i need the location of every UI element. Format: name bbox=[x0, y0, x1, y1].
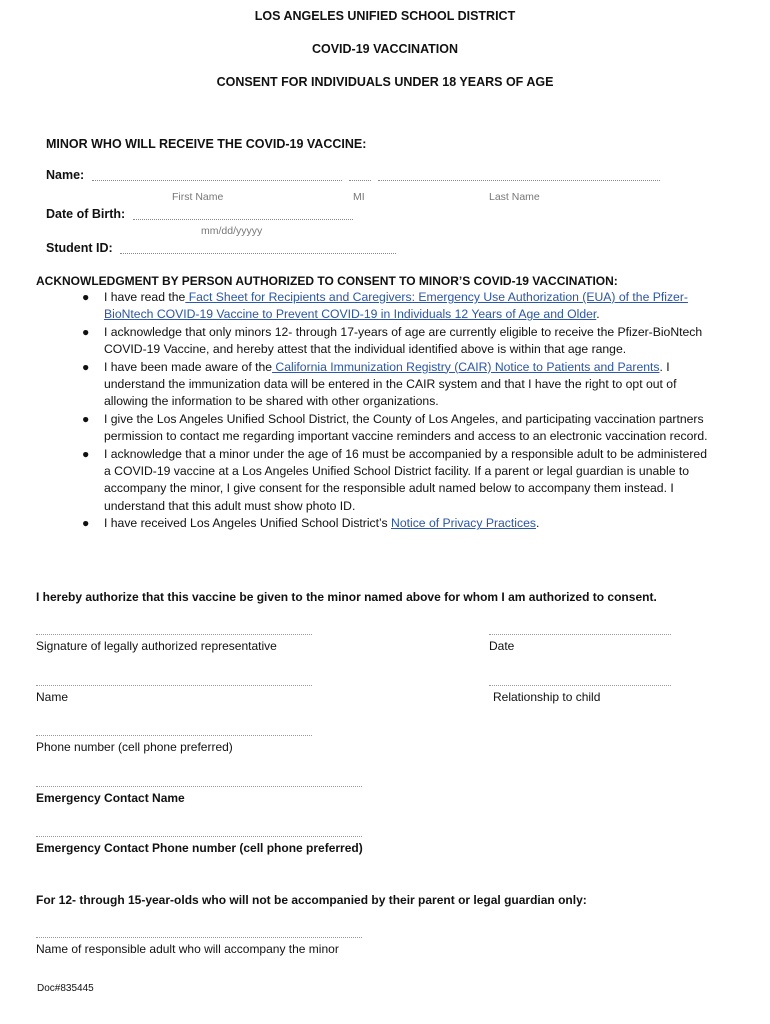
name-label: Name: bbox=[46, 168, 85, 182]
doc-number: Doc#835445 bbox=[37, 983, 94, 994]
date-label: Date bbox=[489, 639, 515, 653]
phone-label: Phone number (cell phone preferred) bbox=[36, 740, 233, 754]
representative-name-label: Name bbox=[36, 690, 69, 704]
ack-item-punct: . bbox=[535, 516, 540, 531]
minor-section-title: MINOR WHO WILL RECEIVE THE COVID-19 VACCINE: bbox=[46, 137, 367, 151]
ack-item-fact-sheet bbox=[82, 289, 714, 324]
ack-title: ACKNOWLEDGMENT BY PERSON AUTHORIZED TO CONSENT TO MINOR’S COVID-19 VACCINATION: bbox=[36, 274, 618, 288]
ack-item-text: I acknowledge that only minors 12- through 17-years of age are currently eligible to receive the Pfizer-BioNtech COVID-19 Vaccine, and hereby attest that the individual identified above is within that age range. bbox=[104, 324, 703, 357]
last-name-field[interactable] bbox=[378, 180, 660, 181]
responsible-adult-label: Name of responsible adult who will accompany the minor bbox=[36, 942, 339, 956]
signature-label: Signature of legally authorized representative bbox=[36, 639, 277, 653]
cair-notice-link[interactable]: California Immunization Registry (CAIR) Notice to Patients and Parents bbox=[272, 359, 660, 374]
ack-item-contact-permission bbox=[82, 411, 714, 446]
dob-field[interactable] bbox=[133, 219, 353, 220]
document-subtitle: COVID-19 VACCINATION bbox=[311, 42, 459, 56]
student-id-field[interactable] bbox=[120, 253, 396, 254]
bullet-icon: ● bbox=[82, 516, 90, 531]
ack-item-text-cont: . I understand the immunization data will be entered in the CAIR system and that I have the right to opt out of allowing the information to be shared with other organizations. bbox=[104, 359, 677, 409]
ack-item-text: I have received Los Angeles Unified School District’s bbox=[104, 516, 392, 531]
ack-list bbox=[82, 289, 714, 533]
bullet-icon: ● bbox=[82, 359, 90, 374]
last-name-hint: Last Name bbox=[489, 191, 540, 203]
student-id-label: Student ID: bbox=[46, 241, 113, 255]
first-name-field[interactable] bbox=[92, 180, 342, 181]
fact-sheet-link-cont[interactable]: the Pfizer-BioNtech COVID-19 Vaccine to Prevent COVID-19 in Individuals 12 Years of Age and Older bbox=[104, 290, 688, 322]
bullet-icon: ● bbox=[82, 290, 90, 304]
ack-item-accompaniment bbox=[82, 446, 714, 516]
middle-initial-field[interactable] bbox=[349, 180, 371, 181]
representative-name-field[interactable] bbox=[36, 685, 312, 686]
responsible-adult-field[interactable] bbox=[36, 937, 362, 938]
dob-label: Date of Birth: bbox=[46, 207, 126, 221]
signature-field[interactable] bbox=[36, 634, 312, 635]
ack-item-text: I have been made aware of the bbox=[104, 359, 273, 374]
phone-field[interactable] bbox=[36, 735, 312, 736]
first-name-hint: First Name bbox=[172, 191, 224, 203]
ack-item-punct: . bbox=[596, 307, 600, 322]
ack-item-cair bbox=[82, 359, 714, 411]
date-field[interactable] bbox=[489, 634, 671, 635]
emergency-contact-phone-label: Emergency Contact Phone number (cell phone preferred) bbox=[36, 841, 363, 855]
bullet-icon: ● bbox=[82, 446, 90, 461]
emergency-contact-name-label: Emergency Contact Name bbox=[36, 791, 185, 805]
guardian-note: For 12- through 15-year-olds who will not be accompanied by their parent or legal guardian only: bbox=[36, 893, 587, 907]
authorization-statement: I hereby authorize that this vaccine be given to the minor named above for whom I am authorized to consent. bbox=[36, 590, 657, 604]
ack-item-eligibility bbox=[82, 324, 714, 359]
document-title: CONSENT FOR INDIVIDUALS UNDER 18 YEARS OF AGE bbox=[216, 75, 554, 89]
emergency-contact-name-field[interactable] bbox=[36, 786, 362, 787]
ack-item-text: I give the Los Angeles Unified School District, the County of Los Angeles, and participating vaccination partners permission to contact me regarding important vaccine reminders and access to an electronic vaccination record. bbox=[104, 411, 708, 444]
dob-hint: mm/dd/yyyyy bbox=[201, 225, 263, 237]
ack-item-text: I acknowledge that a minor under the age of 16 must be accompanied by a responsible adult to be administered a COVID-19 vaccine at a Los Angeles Unified School District facility. If a parent or legal guardian is unable to accompany the minor, I give consent for the responsible adult named below to accompany them instead. I understand that this adult must show photo ID. bbox=[104, 446, 707, 513]
fact-sheet-link[interactable]: Fact Sheet for Recipients and Caregivers: Emergency Use Authorization (EUA) of bbox=[185, 290, 630, 304]
ack-item-text: I have read the bbox=[104, 290, 186, 304]
privacy-practices-link[interactable]: Notice of Privacy Practices bbox=[391, 516, 536, 531]
district-title: LOS ANGELES UNIFIED SCHOOL DISTRICT bbox=[254, 9, 516, 23]
bullet-icon: ● bbox=[82, 324, 90, 339]
ack-item-privacy bbox=[82, 515, 714, 532]
bullet-icon: ● bbox=[82, 411, 90, 426]
emergency-contact-phone-field[interactable] bbox=[36, 836, 362, 837]
mi-hint: MI bbox=[353, 191, 365, 203]
relationship-label: Relationship to child bbox=[493, 690, 601, 704]
relationship-field[interactable] bbox=[489, 685, 671, 686]
